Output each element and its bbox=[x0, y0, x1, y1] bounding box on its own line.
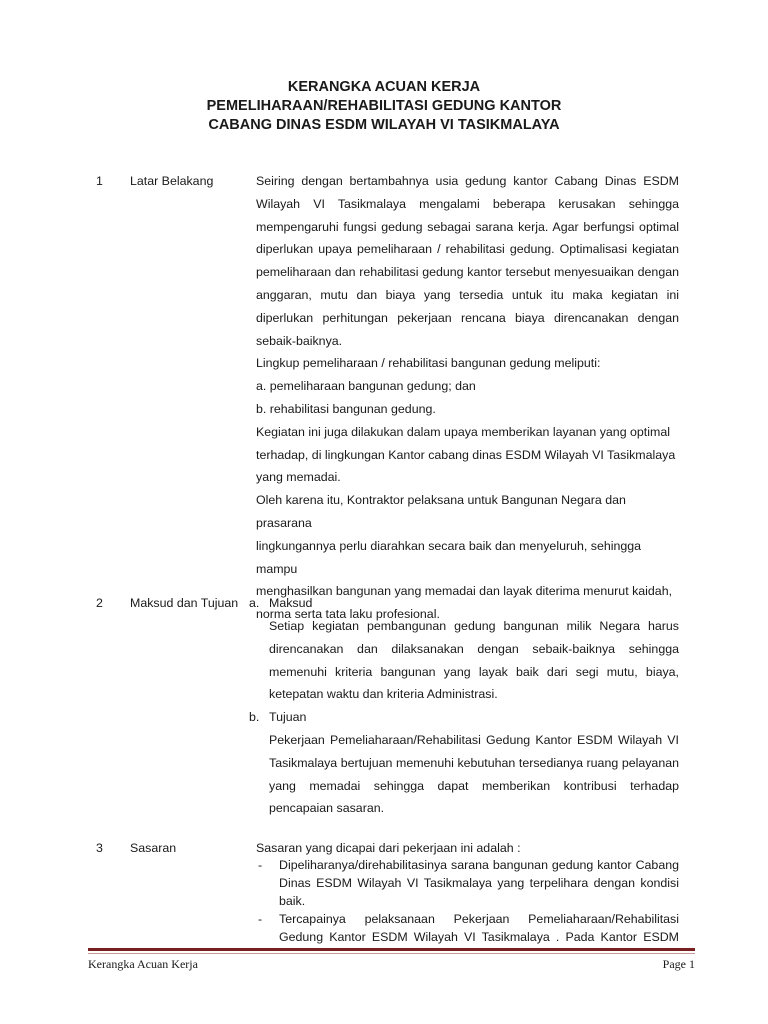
subsection-a-body bbox=[269, 615, 679, 706]
section-3-intro: Sasaran yang dicapai dari pekerjaan ini adalah : bbox=[256, 841, 521, 855]
paragraph-line: Setiap kegiatan pembangunan gedung bangunan milik Negara harus bbox=[269, 619, 679, 633]
paragraph-line: diperlukan perhitungan pekerjaan rencana biaya direncanakan dengan bbox=[256, 310, 679, 325]
paragraph-line: Gedung Kantor ESDM Wilayah VI Tasikmalaya . Pada Kantor ESDM bbox=[279, 929, 679, 944]
paragraph-line: yang memadai sehingga dapat memberikan kontribusi terhadap bbox=[269, 778, 679, 793]
footer-rule-thin bbox=[88, 953, 695, 954]
subsection-a-marker: a. bbox=[249, 596, 260, 610]
subsection-b-marker: b. bbox=[249, 710, 260, 724]
paragraph-line: Dinas ESDM Wilayah VI Tasikmalaya yang terpelihara dengan kondisi bbox=[279, 875, 679, 890]
paragraph-line: Wilayah VI Tasikmalaya mengalami beberapa kerusakan sehingga bbox=[256, 196, 679, 211]
target-item-2 bbox=[279, 911, 679, 947]
paragraph-line: Oleh karena itu, Kontraktor pelaksana untuk Bangunan Negara dan prasarana bbox=[256, 493, 626, 530]
target-item-1 bbox=[279, 857, 679, 910]
subsection-a-heading: Maksud bbox=[269, 596, 313, 610]
subsection-b-heading: Tujuan bbox=[269, 710, 307, 724]
bullet-dash: - bbox=[258, 912, 263, 926]
page-number: Page 1 bbox=[662, 957, 695, 971]
footer-rule-thick bbox=[88, 948, 695, 951]
paragraph-line: Dipeliharanya/direhabilitasinya sarana bangunan gedung kantor Cabang bbox=[279, 858, 679, 872]
paragraph-line: Lingkup pemeliharaan / rehabilitasi bangunan gedung meliputi: bbox=[256, 356, 601, 371]
paragraph-line: direncanakan dan dilaksanakan dengan sebaik-baiknya sehingga bbox=[269, 641, 679, 656]
paragraph-line: Pekerjaan Pemeliaharaan/Rehabilitasi Gedung Kantor ESDM Wilayah VI bbox=[269, 733, 679, 747]
document-title-line-3: CABANG DINAS ESDM WILAYAH VI TASIKMALAYA bbox=[208, 117, 560, 133]
section-2-number: 2 bbox=[96, 596, 103, 610]
bullet-dash: - bbox=[258, 858, 263, 872]
paragraph-line: Kegiatan ini juga dilakukan dalam upaya memberikan layanan yang optimal bbox=[256, 424, 670, 439]
footer-title: Kerangka Acuan Kerja bbox=[88, 957, 198, 971]
paragraph-line: menghasilkan bangunan yang memadai dan layak diterima menurut kaidah, bbox=[256, 584, 673, 599]
paragraph-line: terhadap, di lingkungan Kantor cabang dinas ESDM Wilayah VI Tasikmalaya bbox=[256, 447, 676, 462]
subsection-b-body bbox=[269, 729, 679, 820]
document-title-line-1: KERANGKA ACUAN KERJA bbox=[287, 79, 481, 95]
paragraph-line: yang memadai. bbox=[256, 470, 341, 485]
section-3-number: 3 bbox=[96, 841, 103, 855]
paragraph-line: sebaik-baiknya. bbox=[256, 333, 343, 348]
paragraph-line: pencapaian sasaran. bbox=[269, 801, 385, 816]
paragraph-line: ketepatan waktu dan kriteria Administrasi. bbox=[269, 687, 498, 702]
document-title-line-2: PEMELIHARAAN/REHABILITASI GEDUNG KANTOR bbox=[206, 98, 562, 114]
section-1-label: Latar Belakang bbox=[130, 174, 214, 188]
scope-item-b: b. rehabilitasi bangunan gedung. bbox=[256, 401, 436, 416]
section-2-label: Maksud dan Tujuan bbox=[130, 596, 239, 610]
paragraph-line: Seiring dengan bertambahnya usia gedung kantor Cabang Dinas ESDM bbox=[256, 174, 679, 188]
scope-item-a: a. pemeliharaan bangunan gedung; dan bbox=[256, 379, 476, 394]
section-1-number: 1 bbox=[96, 174, 103, 188]
paragraph-line: norma serta tata laku profesional. bbox=[256, 607, 440, 622]
paragraph-line: memenuhi kriteria bangunan yang layak baik dari segi mutu, biaya, bbox=[269, 664, 679, 679]
paragraph-line: mempengaruhi fungsi gedung sebagai sarana kerja. Agar berfungsi optimal bbox=[256, 219, 679, 234]
paragraph-line: lingkungannya perlu diarahkan secara baik dan menyeluruh, sehingga mampu bbox=[256, 538, 642, 576]
paragraph-line: Tercapainya pelaksanaan Pekerjaan Pemeliaharaan/Rehabilitasi bbox=[279, 912, 679, 926]
section-1-body bbox=[256, 170, 679, 626]
paragraph-line: Tasikmalaya bertujuan memenuhi kebutuhan tersedianya ruang pelayanan bbox=[269, 755, 679, 770]
paragraph-line: diperlukan upaya pemeliharaan / rehabilitasi gedung. Optimalisasi kegiatan bbox=[256, 242, 679, 257]
paragraph-line: pemeliharaan dan rehabilitasi gedung kantor tersebut menyesuaikan dengan bbox=[256, 265, 679, 280]
section-3-label: Sasaran bbox=[130, 841, 177, 855]
paragraph-line: anggaran, mutu dan biaya yang tersedia untuk itu maka kegiatan ini bbox=[256, 287, 679, 302]
paragraph-line: baik. bbox=[279, 893, 306, 908]
